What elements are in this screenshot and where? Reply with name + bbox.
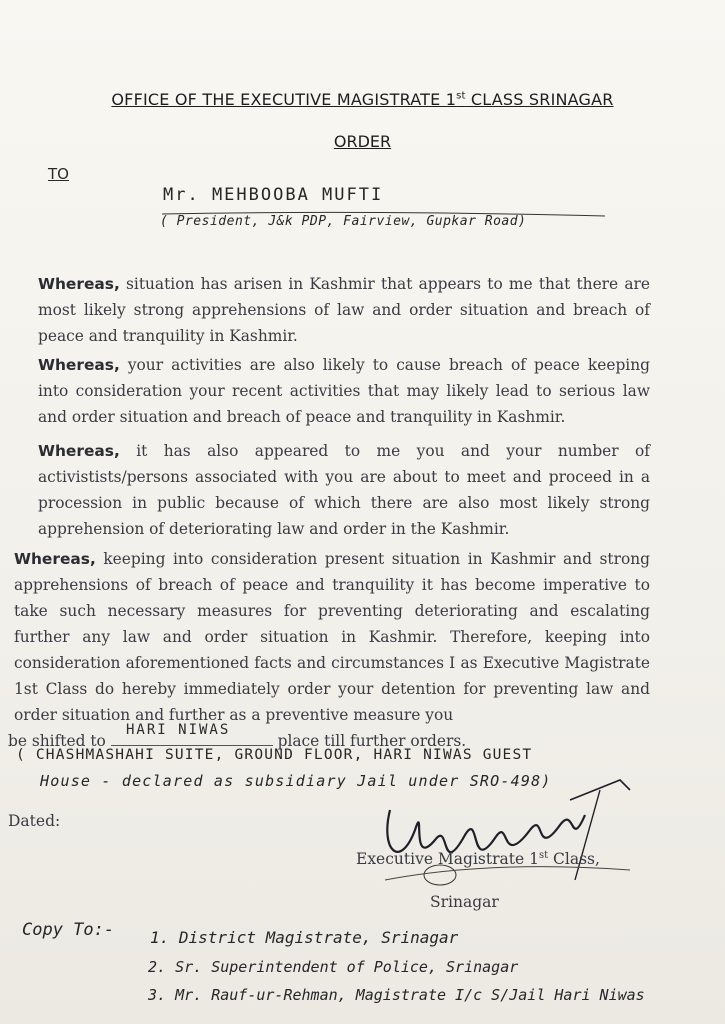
addressee-address: ( President, J&k PDP, Fairview, Gupkar Road) (160, 214, 527, 229)
office-title: OFFICE OF THE EXECUTIVE MAGISTRATE 1st CLASS SRINAGAR (111, 90, 614, 109)
shifted-place-handwritten: HARI NIWAS (126, 722, 231, 738)
copy-to-label: Copy To:- (22, 920, 115, 940)
signatory-title: Executive Magistrate 1st Class, (356, 850, 600, 869)
to-label: TO (48, 165, 69, 183)
paragraph-4: Whereas, keeping into consideration present situation in Kashmir and strong apprehensions of breach of peace and tranquility it has become imperative to take such necessary measures for preventing deteriorating and escalating further any law and order situation in Kashmir. Therefore, keeping into consideration aforementioned facts and circumstances I as Executive Magistrate 1st Class do hereby immediately order your detention for preventing law and order situation and further as a preventive measure you (14, 550, 650, 724)
addressee-name: Mr. MEHBOOBA MUFTI (163, 185, 384, 205)
copy-to-item: 1. District Magistrate, Srinagar (150, 928, 459, 947)
copy-to-item: 2. Sr. Superintendent of Police, Srinagar (148, 958, 519, 976)
handwritten-note-line-2: House - declared as subsidiary Jail under SRO-498) (40, 772, 552, 790)
dated-label: Dated: (8, 812, 61, 830)
paragraph-2: Whereas, your activities are also likely to cause breach of peace keeping into consideration your recent activities that may likely lead to serious law and order situation and breach of peace and tranquility in Kashmir. (38, 356, 650, 426)
signatory-place: Srinagar (430, 893, 499, 911)
paragraph-3: Whereas, it has also appeared to me you and your number of activistists/persons associated with you are about to meet and proceed in a procession in public because of which there are also most likely strong apprehension of deteriorating law and order in the Kashmir. (38, 442, 650, 538)
copy-to-item: 3. Mr. Rauf-ur-Rehman, Magistrate I/c S/Jail Hari Niwas (148, 986, 645, 1004)
handwritten-note-line-1: ( CHASHMASHAHI SUITE, GROUND FLOOR, HARI NIWAS GUEST (16, 747, 533, 763)
paragraph-1: Whereas, situation has arisen in Kashmir that appears to me that there are most likely strong apprehensions of law and order situation and breach of peace and tranquility in Kashmir. (38, 275, 650, 345)
signature-stamp (370, 760, 650, 895)
shifted-line: be shifted to place till further orders. (8, 729, 466, 750)
order-heading: ORDER (333, 132, 392, 151)
office-header (0, 90, 725, 109)
addressee-underline (160, 210, 610, 240)
